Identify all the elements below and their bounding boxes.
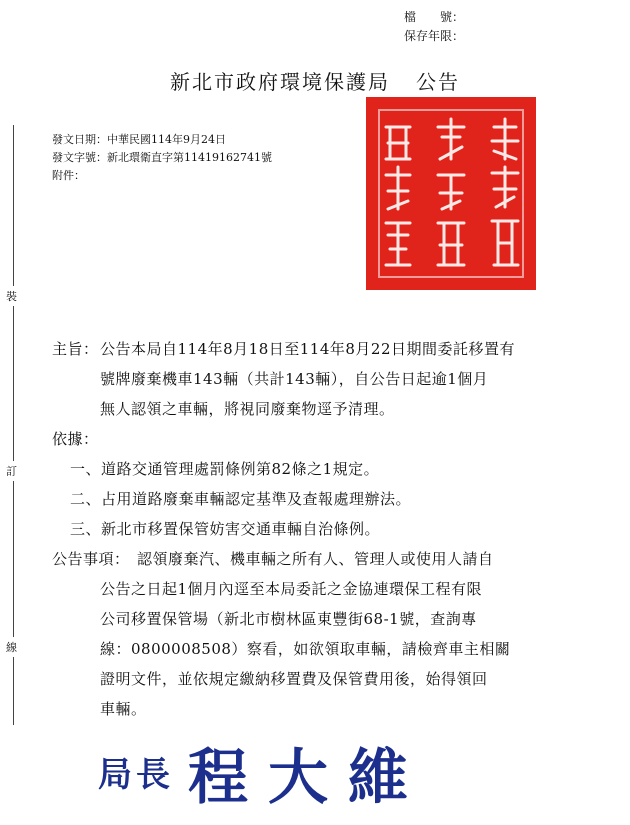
page-title [0,66,630,95]
binding-char-ding: 訂 [6,461,17,481]
archive-info [404,8,464,46]
notice-line-3: 公司移置保管場（新北市樹林區東豐街68-1號，查詢專 [100,610,477,628]
file-number-label: 檔 號： [404,10,465,24]
notice-line-6: 車輛。 [100,700,147,718]
director-title: 局長 [98,755,174,795]
notice-label: 公告事項： [52,550,130,568]
retention-label: 保存年限： [404,29,465,43]
notice-line-2: 公告之日起1個月內逕至本局委託之金協連環保工程有限 [100,580,483,598]
notice-line-5: 證明文件，並依規定繳納移置費及保管費用後，始得領回 [100,670,488,688]
subject-line-2: 號牌廢棄機車143輛（共計143輛），自公告日起逾1個月 [100,370,489,388]
binding-char-xian: 線 [6,637,17,657]
basis-label: 依據： [52,430,99,448]
document-number: 發文字號：新北環衛直字第11419162741號 [52,151,272,164]
binding-line [13,125,14,725]
binding-char-zhuang: 裝 [6,286,17,306]
seal-glyphs [366,97,536,290]
basis-item-2: 二、占用道路廢棄車輛認定基準及查報處理辦法。 [70,490,412,508]
doc-type: 公告 [416,70,460,94]
document-meta [52,131,272,185]
attachment-label: 附件： [52,169,85,182]
notice-line-1: 認領廢棄汽、機車輛之所有人、管理人或使用人請自 [137,550,494,568]
subject-line-3: 無人認領之車輛，將視同廢棄物逕予清理。 [100,400,395,418]
basis-item-1: 一、道路交通管理處罰條例第82條之1規定。 [70,460,380,478]
issue-date: 發文日期：中華民國114年9月24日 [52,133,226,146]
director-name: 程大維 [188,743,428,813]
official-seal [366,97,536,290]
agency-name: 新北市政府環境保護局 [170,70,390,94]
subject-label: 主旨： [52,340,99,358]
subject-line-1: 公告本局自114年8月18日至114年8月22日期間委託移置有 [100,340,516,358]
basis-item-3: 三、新北市移置保管妨害交通車輛自治條例。 [70,520,381,538]
director-signature [98,730,428,816]
notice-line-4: 線：0800008508）察看，如欲領取車輛，請檢齊車主相關 [100,640,511,658]
